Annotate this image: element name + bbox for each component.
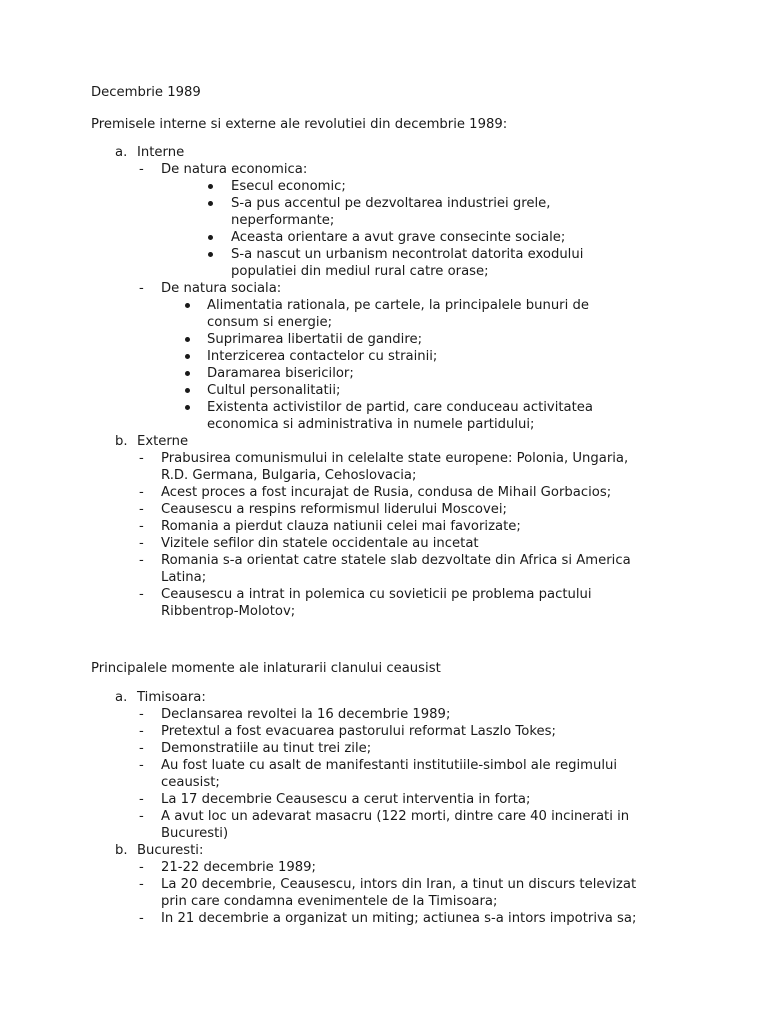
dash-marker: - (139, 451, 144, 466)
dash-marker: - (139, 724, 144, 739)
bullet-marker (185, 388, 190, 393)
bullet-marker (185, 405, 190, 410)
sublist-item: 21-22 decembrie 1989; (161, 860, 316, 875)
list-marker-a: a. (115, 145, 128, 160)
list-item-label: Bucuresti: (137, 843, 204, 858)
dash-marker: - (139, 162, 144, 177)
bullet-marker (185, 337, 190, 342)
sublist-item: Romania a pierdut clauza natiunii celei mai favorizate; (161, 519, 521, 534)
dash-marker: - (139, 792, 144, 807)
list-item-label: Externe (137, 434, 189, 449)
dash-marker: - (139, 553, 144, 568)
dash-marker: - (139, 587, 144, 602)
dash-marker: - (139, 741, 144, 756)
sublist-item: Romania s-a orientat catre statele slab dezvoltate din Africa si America (161, 553, 631, 568)
bullet-item: Daramarea bisericilor; (207, 366, 354, 381)
sublist-item-continuation: Latina; (161, 570, 207, 585)
sublist-item: Pretextul a fost evacuarea pastorului reformat Laszlo Tokes; (161, 724, 556, 739)
document-title: Decembrie 1989 (91, 85, 201, 100)
sublist-item: Au fost luate cu asalt de manifestanti institutiile-simbol ale regimului (161, 758, 618, 773)
sublist-item: A avut loc un adevarat masacru (122 morti, dintre care 40 incinerati in (161, 809, 630, 824)
bullet-item-continuation: economica si administrativa in numele partidului; (207, 417, 535, 432)
sublist-item: In 21 decembrie a organizat un miting; actiunea s-a intors impotriva sa; (161, 911, 637, 926)
dash-marker: - (139, 860, 144, 875)
bullet-item: Suprimarea libertatii de gandire; (207, 332, 423, 347)
bullet-marker (208, 235, 213, 240)
dash-marker: - (139, 281, 144, 296)
sublist-item-continuation: R.D. Germana, Bulgaria, Cehoslovacia; (161, 468, 417, 483)
bullet-item: Cultul personalitatii; (207, 383, 341, 398)
sublist-item: La 17 decembrie Ceausescu a cerut interventia in forta; (161, 792, 531, 807)
bullet-marker (208, 184, 213, 189)
list-marker-b: b. (115, 843, 128, 858)
sublist-item-label: De natura sociala: (161, 281, 282, 296)
bullet-item-continuation: consum si energie; (207, 315, 333, 330)
dash-marker: - (139, 911, 144, 926)
dash-marker: - (139, 485, 144, 500)
list-marker-a: a. (115, 690, 128, 705)
sublist-item-continuation: ceausist; (161, 775, 220, 790)
sublist-item: Ceausescu a intrat in polemica cu sovieticii pe problema pactului (161, 587, 592, 602)
bullet-item: S-a pus accentul pe dezvoltarea industriei grele, (231, 196, 551, 211)
sublist-item-continuation: Bucuresti) (161, 826, 229, 841)
sublist-item-continuation: prin care condamna evenimentele de la Timisoara; (161, 894, 498, 909)
dash-marker: - (139, 536, 144, 551)
dash-marker: - (139, 877, 144, 892)
bullet-item: Esecul economic; (231, 179, 346, 194)
bullet-marker (208, 252, 213, 257)
sublist-item-label: De natura economica: (161, 162, 308, 177)
sublist-item: Demonstratiile au tinut trei zile; (161, 741, 372, 756)
sublist-item-continuation: Ribbentrop-Molotov; (161, 604, 296, 619)
bullet-marker (185, 303, 190, 308)
bullet-item: Aceasta orientare a avut grave consecinte sociale; (231, 230, 566, 245)
sublist-item: Declansarea revoltei la 16 decembrie 1989; (161, 707, 451, 722)
dash-marker: - (139, 519, 144, 534)
bullet-marker (185, 354, 190, 359)
bullet-item-continuation: populatiei din mediul rural catre orase; (231, 264, 489, 279)
dash-marker: - (139, 707, 144, 722)
sublist-item: Prabusirea comunismului in celelalte state europene: Polonia, Ungaria, (161, 451, 629, 466)
bullet-item: Existenta activistilor de partid, care conduceau activitatea (207, 400, 594, 415)
bullet-marker (208, 201, 213, 206)
dash-marker: - (139, 502, 144, 517)
sublist-item: Acest proces a fost incurajat de Rusia, condusa de Mihail Gorbacios; (161, 485, 612, 500)
bullet-item: S-a nascut un urbanism necontrolat datorita exodului (231, 247, 584, 262)
bullet-item: Interzicerea contactelor cu strainii; (207, 349, 438, 364)
sublist-item: Ceausescu a respins reformismul liderului Moscovei; (161, 502, 507, 517)
list-item-label: Interne (137, 145, 185, 160)
section-1-heading: Premisele interne si externe ale revolutiei din decembrie 1989: (91, 117, 508, 132)
bullet-item-continuation: neperformante; (231, 213, 335, 228)
bullet-item: Alimentatia rationala, pe cartele, la principalele bunuri de (207, 298, 589, 313)
dash-marker: - (139, 758, 144, 773)
list-marker-b: b. (115, 434, 128, 449)
section-2-heading: Principalele momente ale inlaturarii clanului ceausist (91, 661, 441, 676)
bullet-marker (185, 371, 190, 376)
sublist-item: Vizitele sefilor din statele occidentale au incetat (161, 536, 479, 551)
dash-marker: - (139, 809, 144, 824)
list-item-label: Timisoara: (137, 690, 206, 705)
sublist-item: La 20 decembrie, Ceausescu, intors din Iran, a tinut un discurs televizat (161, 877, 637, 892)
